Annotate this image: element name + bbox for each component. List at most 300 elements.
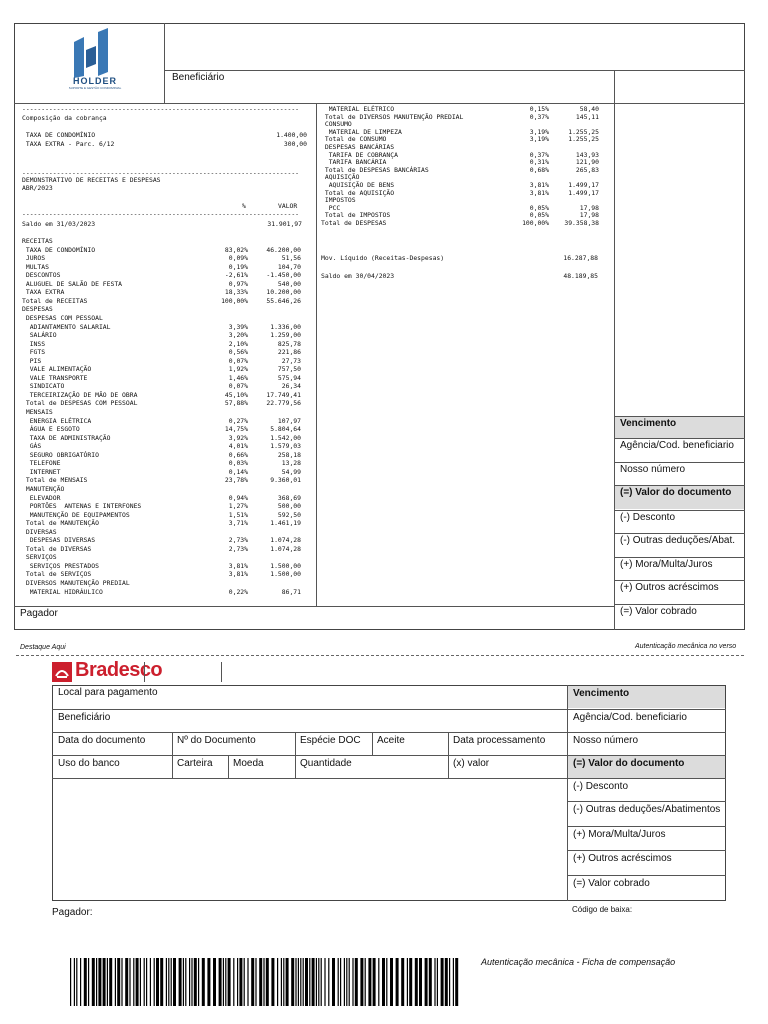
statement-row-pct: 100,00% [522, 219, 549, 227]
barcode-graphic [70, 958, 462, 1006]
statement-row-label: Total de RECEITAS [22, 296, 88, 305]
saldo-inicial-label: Saldo em 31/03/2023 [22, 220, 96, 228]
col-valor-header: VALOR [278, 202, 298, 210]
statement-row-pct: 45,10% [224, 390, 248, 399]
statement-row-pct: 23,78% [224, 476, 248, 485]
barcode-bar [390, 958, 393, 1006]
statement-row-pct: 3,81% [228, 561, 248, 570]
mov-liquido-value: 16.287,88 [563, 254, 598, 262]
barcode-bar [324, 958, 325, 1006]
statement-row-pct: 3,39% [228, 322, 248, 331]
statement-row-value: 368,69 [277, 493, 301, 502]
col-pct-header: % [242, 202, 246, 210]
statement-row-label: TAXA DE ADMINISTRAÇÃO [22, 433, 111, 442]
barcode-bar [228, 958, 231, 1006]
side-field-label: (+) Mora/Multa/Juros [620, 559, 713, 570]
barcode-bar [365, 958, 366, 1006]
bank-right-line [567, 801, 726, 802]
cut-line [16, 655, 744, 656]
statement-row-pct: 0,05% [529, 211, 549, 220]
statement-row-value: 500,00 [277, 502, 301, 511]
bank-row-line-4 [52, 778, 726, 779]
barcode-bar [207, 958, 210, 1006]
barcode-bar [312, 958, 315, 1006]
statement-row-pct: 0,31% [529, 158, 549, 167]
barcode-bar [107, 958, 108, 1006]
statement-row-value: 825,78 [277, 339, 301, 348]
beneficiario-label: Beneficiário [172, 72, 225, 83]
statement-row-pct: 1,92% [228, 365, 248, 374]
statement-row-label: DESPESAS [22, 305, 53, 314]
bank-right-field-label: (+) Mora/Multa/Juros [573, 829, 666, 840]
statement-row-pct: -2,61% [224, 271, 248, 280]
statement-row-label: Total de MENSAIS [22, 476, 88, 485]
statement-row-label: INSS [22, 339, 46, 348]
barcode-bar [168, 958, 169, 1006]
barcode [70, 958, 462, 1006]
statement-row-value: 9.360,01 [270, 476, 301, 485]
barcode-bar [189, 958, 190, 1006]
demonstrativo-period: ABR/2023 [22, 184, 53, 192]
row4-div-moeda [228, 755, 229, 778]
statement-row-pct: 3,81% [529, 181, 549, 189]
statement-row-label: FGTS [22, 348, 46, 357]
statement-row-value: -1.450,00 [266, 271, 301, 280]
barcode-bar [115, 958, 116, 1006]
bank-right-divider [567, 685, 568, 901]
statement-row-label: TERCEIRIZAÇÃO DE MÃO DE OBRA [22, 390, 138, 399]
barcode-bar [74, 958, 75, 1006]
statement-row-pct: 2,10% [228, 339, 248, 348]
mov-liquido-label: Mov. Líquido (Receitas-Despesas) [321, 254, 445, 262]
barcode-bar [150, 958, 151, 1006]
barcode-bar [295, 958, 296, 1006]
barcode-bar [194, 958, 197, 1006]
statement-row-label: Total de CONSUMO [321, 135, 387, 144]
statement-row-label: Total de MANUTENÇÃO [22, 519, 99, 528]
num-documento-label: Nº do Documento [177, 735, 256, 746]
statement-row-pct: 0,66% [228, 450, 248, 459]
barcode-bar [239, 958, 242, 1006]
statement-row-value: 13,28 [281, 459, 301, 468]
bank-right-line [567, 826, 726, 827]
statement-row-label: TELEFONE [22, 459, 61, 468]
statement-row-pct: 3,71% [228, 519, 248, 528]
barcode-bar [202, 958, 205, 1006]
statement-row-pct: 0,27% [228, 416, 248, 425]
statement-row-label: GÁS [22, 442, 42, 451]
statement-row-pct: 83,02% [224, 245, 248, 254]
statement-row-label: Total de AQUISIÇÃO [321, 188, 395, 197]
barcode-bar [434, 958, 435, 1006]
row3-div-1 [172, 732, 173, 778]
bank-beneficiario-label: Beneficiário [58, 712, 111, 723]
statement-row-label: DESPESAS DIVERSAS [22, 536, 96, 545]
statement-row-label: TARIFA DE COBRANÇA [321, 150, 398, 159]
composicao-item-value: 300,00 [283, 140, 307, 148]
side-field-label: (-) Outras deduções/Abat. [620, 535, 736, 546]
bank-pagador-label: Pagador: [52, 907, 93, 918]
barcode-bar [191, 958, 192, 1006]
statement-row-value: 26,34 [281, 382, 301, 391]
quantidade-label: Quantidade [300, 758, 352, 769]
barcode-bar [225, 958, 226, 1006]
statement-row-pct: 2,73% [228, 544, 248, 553]
statement-row-pct: 0,37% [529, 112, 549, 121]
statement-row-value: 258,18 [277, 450, 301, 459]
statement-row-label: PIS [22, 356, 42, 365]
statement-row-value: 5.804,64 [270, 425, 301, 434]
barcode-bar [266, 958, 269, 1006]
statement-row-label: DESCONTOS [22, 271, 61, 280]
barcode-bar [129, 958, 130, 1006]
statement-row-value: 1.461,19 [270, 519, 301, 528]
statement-row-value: 1.500,00 [270, 570, 301, 579]
bradesco-name: Bradesco [75, 659, 163, 681]
barcode-bar [349, 958, 350, 1006]
barcode-bar [277, 958, 278, 1006]
bank-right-line [567, 875, 726, 876]
barcode-bar [70, 958, 71, 1006]
statement-row-value: 55.646,26 [266, 296, 301, 305]
barcode-bar [401, 958, 404, 1006]
barcode-bar [409, 958, 412, 1006]
barcode-bar [247, 958, 248, 1006]
statement-row-value: 1.500,00 [270, 561, 301, 570]
statement-row-value: 143,93 [575, 150, 599, 159]
composicao-item [22, 141, 114, 148]
barcode-bar [305, 958, 308, 1006]
bank-right-field-label: (+) Outros acréscimos [573, 853, 672, 864]
statement-row-value: 1.255,25 [568, 127, 599, 136]
statement-row-value: 221,86 [277, 348, 301, 357]
logo-name: HOLDER [73, 76, 117, 86]
statement-row-pct: 3,20% [228, 331, 248, 340]
statement-row-label: RECEITAS [22, 237, 53, 245]
statement-row-pct: 57,88% [224, 399, 248, 408]
statement-row-label: PCC [321, 203, 341, 212]
statement-row-label: MATERIAL DE LIMPEZA [321, 127, 402, 136]
demonstrativo-rule: ------------------------------------------------------------------------ [22, 210, 300, 218]
barcode-bar [98, 958, 101, 1006]
side-field-line [614, 462, 745, 463]
barcode-bar [237, 958, 238, 1006]
statement-row-label: DIVERSAS [22, 527, 57, 536]
statement-row-value: 1.542,00 [270, 433, 301, 442]
uso-banco-label: Uso do banco [58, 758, 120, 769]
statement-row-pct: 100,00% [221, 296, 248, 305]
side-field-label: Nosso número [620, 464, 686, 475]
saldo-final-value: 48.189,85 [563, 272, 598, 280]
statement-row-value: 575,94 [277, 373, 301, 382]
pagador-line [14, 606, 614, 607]
barcode-bar [166, 958, 167, 1006]
barcode-bar [219, 958, 222, 1006]
bank-right-field-label: Nosso número [573, 735, 639, 746]
beneficiario-top-line [164, 70, 745, 71]
statement-row-value: 265,83 [575, 165, 599, 174]
demonstrativo-title: DEMONSTRATIVO DE RECEITAS E DESPESAS [22, 176, 161, 184]
statement-row-label: MANUTENÇÃO [22, 484, 65, 493]
statement-row-pct: 0,07% [228, 356, 248, 365]
statement-row-value: 1.259,00 [270, 331, 301, 340]
statement-row-pct: 2,73% [228, 536, 248, 545]
barcode-bar [441, 958, 444, 1006]
barcode-bar [259, 958, 262, 1006]
barcode-bar [318, 958, 319, 1006]
statement-row-value: 107,97 [277, 416, 301, 425]
statement-row-value: 145,11 [575, 112, 599, 121]
barcode-bar [213, 958, 216, 1006]
side-field-label: (=) Valor cobrado [620, 606, 697, 617]
bradesco-logo-icon [52, 662, 72, 682]
barcode-bar [321, 958, 322, 1006]
statement-divider [316, 103, 317, 606]
autenticacao-verso: Autenticação mecânica no verso [635, 643, 737, 650]
row3-div-4 [448, 732, 449, 778]
statement-row-value: 757,50 [277, 365, 301, 374]
carteira-label: Carteira [177, 758, 213, 769]
statement-row-label: ALUGUEL DE SALÃO DE FESTA [22, 279, 123, 288]
statement-row-pct: 0,15% [529, 105, 549, 113]
barcode-bar [140, 958, 141, 1006]
statement-row-pct: 1,51% [228, 510, 248, 519]
row3-div-2 [295, 732, 296, 778]
barcode-bar [455, 958, 458, 1006]
statement-row-value: 86,71 [281, 587, 301, 596]
destaque-aqui: Destaque Aqui [20, 644, 66, 651]
statement-row-label: DIVERSOS MANUTENÇÃO PREDIAL [22, 579, 130, 587]
barcode-bar [300, 958, 301, 1006]
statement-row-pct: 14,75% [224, 425, 248, 434]
barcode-bar [146, 958, 147, 1006]
statement-row-label: TARIFA BANCÁRIA [321, 158, 387, 167]
statement-row-value: 17,98 [579, 211, 599, 220]
barcode-bar [179, 958, 182, 1006]
statement-row-label: TAXA EXTRA [22, 288, 65, 297]
barcode-bar [144, 958, 145, 1006]
statement-row-value: 54,99 [281, 467, 301, 476]
statement-row-pct: 0,56% [228, 348, 248, 357]
side-field-label: (=) Valor do documento [620, 487, 732, 498]
barcode-bar [198, 958, 199, 1006]
composicao-item-label: TAXA DE CONDOMÍNIO [22, 131, 96, 139]
barcode-bar [425, 958, 428, 1006]
bank-right-field-label: (=) Valor cobrado [573, 878, 650, 889]
barcode-bar [255, 958, 256, 1006]
barcode-bar [136, 958, 139, 1006]
statement-row-label: Total de DESPESAS COM PESSOAL [22, 399, 138, 408]
statement-row-label: IMPOSTOS [321, 196, 356, 205]
barcode-bar [156, 958, 159, 1006]
barcode-bar [154, 958, 155, 1006]
statement-row-value: 17,98 [579, 203, 599, 212]
statement-row-value: 540,00 [277, 279, 301, 288]
side-column-divider [614, 103, 615, 630]
statement-row-pct: 3,19% [529, 135, 549, 144]
side-field-line [614, 604, 745, 605]
barcode-bar [286, 958, 289, 1006]
saldo-final-label: Saldo em 30/04/2023 [321, 272, 395, 280]
barcode-bar [185, 958, 186, 1006]
barcode-bar [340, 958, 341, 1006]
statement-row-value: 592,50 [277, 510, 301, 519]
statement-row-pct: 0,09% [228, 254, 248, 263]
right-col-divider-top [614, 70, 615, 103]
barcode-bar [84, 958, 87, 1006]
barcode-bar [346, 958, 347, 1006]
statement-row-label: ADIANTAMENTO SALARIAL [22, 322, 111, 331]
statement-row-value: 39.358,38 [564, 219, 599, 227]
bank-logo-divider-1 [144, 662, 145, 682]
statement-row-value: 1.336,00 [270, 322, 301, 331]
statement-row-label: PORTÕES ANTENAS E INTERFONES [22, 502, 142, 511]
statement-row-label: AQUISIÇÃO DE BENS [321, 181, 395, 189]
statement-row-label: MENSAIS [22, 408, 53, 416]
statement-row-label: VALE ALIMENTAÇÃO [22, 365, 92, 374]
statement-row-label: Total de DIVERSOS MANUTENÇÃO PREDIAL [321, 112, 464, 121]
barcode-bar [382, 958, 385, 1006]
ficha-compensacao-label: Autenticação mecânica - Ficha de compensação [481, 957, 676, 967]
barcode-bar [171, 958, 172, 1006]
barcode-bar [429, 958, 432, 1006]
statement-row-value: 1.255,25 [568, 135, 599, 144]
statement-row-pct: 3,19% [529, 127, 549, 136]
side-field-line [614, 557, 745, 558]
side-field-label: (+) Outros acréscimos [620, 582, 719, 593]
composicao-title: Composição da cobrança [22, 114, 107, 122]
statement-row-label: DESPESAS COM PESSOAL [22, 313, 103, 322]
statement-row-label: DESPESAS BANCÁRIAS [321, 143, 395, 151]
pagador-label: Pagador [20, 608, 58, 619]
statement-row-value: 46.200,00 [266, 245, 301, 254]
statement-row-pct: 1,46% [228, 373, 248, 382]
barcode-bar [449, 958, 450, 1006]
barcode-bar [281, 958, 282, 1006]
barcode-bar [415, 958, 418, 1006]
barcode-bar [316, 958, 317, 1006]
statement-row-pct: 0,68% [529, 165, 549, 174]
statement-row-pct: 3,81% [228, 570, 248, 579]
codigo-baixa-label: Código de baixa: [572, 905, 633, 914]
statement-row-pct: 3,81% [529, 188, 549, 197]
statement-row-label: CONSUMO [321, 120, 352, 129]
barcode-bar [271, 958, 274, 1006]
side-field-label: Agência/Cod. beneficiario [620, 440, 734, 451]
statement-row-label: MATERIAL ELÉTRICO [321, 105, 395, 113]
barcode-bar [125, 958, 128, 1006]
barcode-bar [244, 958, 245, 1006]
statement-row-value: 58,40 [579, 105, 599, 113]
barcode-bar [88, 958, 89, 1006]
barcode-bar [291, 958, 294, 1006]
statement-row-pct: 0,07% [228, 382, 248, 391]
bank-right-line [567, 850, 726, 851]
statement-row-pct: 0,05% [529, 203, 549, 212]
statement-row-pct: 1,27% [228, 502, 248, 511]
composicao-rule-2: ------------------------------------------------------------------------ [22, 169, 300, 177]
row3-div-3 [372, 732, 373, 755]
barcode-bar [298, 958, 299, 1006]
barcode-bar [80, 958, 81, 1006]
aceite-label: Aceite [377, 735, 405, 746]
side-field-line [614, 580, 745, 581]
barcode-bar [419, 958, 422, 1006]
header-bottom-line [14, 103, 745, 104]
side-field-line [614, 510, 745, 511]
logo-tagline: SUPORTE E GESTÃO CONDOMINIAL [68, 86, 122, 90]
statement-row-value: 27,73 [281, 356, 301, 365]
especie-doc-label: Espécie DOC [300, 735, 361, 746]
barcode-bar [328, 958, 329, 1006]
barcode-bar [386, 958, 387, 1006]
composicao-item-value: 1.400,00 [276, 131, 307, 139]
local-pagamento-label: Local para pagamento [58, 687, 158, 698]
barcode-bar [233, 958, 234, 1006]
statement-row-label: SERVIÇOS PRESTADOS [22, 561, 99, 570]
logo-divider [164, 23, 165, 103]
statement-row-pct: 0,14% [228, 467, 248, 476]
composicao-rule: ------------------------------------------------------------------------ [22, 105, 300, 113]
statement-row-value: 51,56 [281, 254, 301, 263]
bank-row-line-1 [52, 709, 726, 710]
statement-row-value: 17.749,41 [266, 390, 301, 399]
statement-row-pct: 0,37% [529, 150, 549, 159]
barcode-bar [309, 958, 310, 1006]
statement-row-value: 121,90 [575, 158, 599, 167]
statement-row-value: 1.579,03 [270, 442, 301, 451]
barcode-bar [96, 958, 97, 1006]
statement-row-label: SERVIÇOS [22, 553, 57, 562]
barcode-bar [283, 958, 284, 1006]
statement-row-label: MANUTENÇÃO DE EQUIPAMENTOS [22, 510, 130, 519]
barcode-bar [332, 958, 335, 1006]
barcode-bar [355, 958, 358, 1006]
statement-row-pct: 0,97% [228, 279, 248, 288]
statement-row-value: 1.499,17 [568, 181, 599, 189]
barcode-bar [378, 958, 379, 1006]
holder-logo [60, 28, 130, 98]
barcode-bar [344, 958, 345, 1006]
statement-row-label: Total de DESPESAS [321, 219, 387, 227]
bank-logo-divider-2 [221, 662, 222, 682]
statement-row-label: SEGURO OBRIGATÓRIO [22, 450, 99, 459]
barcode-bar [121, 958, 122, 1006]
statement-row-label: SINDICATO [22, 382, 65, 391]
statement-row-label: Total de IMPOSTOS [321, 211, 391, 220]
composicao-item-label: TAXA EXTRA - Parc. 6/12 [22, 140, 115, 148]
statement-row-pct: 3,92% [228, 433, 248, 442]
bank-right-field-label: (-) Outras deduções/Abatimentos [573, 804, 721, 815]
statement-row-label: ENERGIA ELÉTRICA [22, 416, 92, 425]
statement-row-pct: 4,01% [228, 442, 248, 451]
statement-row-label: VALE TRANSPORTE [22, 373, 88, 382]
side-field-label: Vencimento [620, 418, 677, 429]
bank-row-line-2 [52, 732, 726, 733]
bank-right-field-label: Agência/Cod. beneficiario [573, 712, 687, 723]
statement-row-value: 10.200,00 [266, 288, 301, 297]
barcode-bar [160, 958, 163, 1006]
statement-row-value: 1.499,17 [568, 188, 599, 197]
statement-row-label: Total de DIVERSAS [22, 544, 92, 553]
side-field-line [614, 533, 745, 534]
barcode-bar [103, 958, 106, 1006]
barcode-bar [263, 958, 264, 1006]
statement-row-label: TAXA DE CONDOMÍNIO [22, 245, 96, 254]
statement-row-value: 22.779,56 [266, 399, 301, 408]
barcode-bar [453, 958, 454, 1006]
barcode-bar [92, 958, 95, 1006]
